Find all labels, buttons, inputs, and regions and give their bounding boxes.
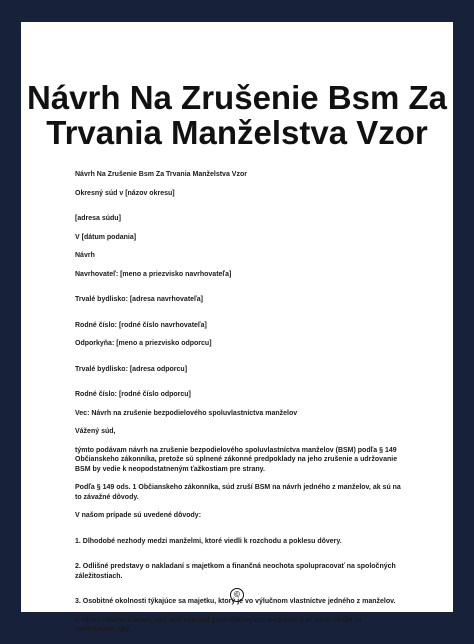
document-paragraph: Odporkyňa: [meno a priezvisko odporcu] bbox=[75, 340, 212, 347]
document-paragraph: V našom prípade sú uvedené dôvody: bbox=[75, 512, 202, 519]
document-paragraph: týmto podávam návrh na zrušenie bezpodielového spoluvlastníctva manželov (BSM) podľa § 149 Občianskeho zákonníka, pretože sú splnené zákonné predpoklady na jeho zrušenie a udržovanie BSM by vedie k neopodstatneným ťažkostiam pre strany. bbox=[75, 446, 398, 473]
paragraph-spacer bbox=[75, 207, 403, 214]
document-paragraph: Vážený súd, bbox=[75, 428, 116, 435]
document-paragraph: Trvalé bydlisko: [adresa odporcu] bbox=[75, 365, 188, 373]
paragraph-spacer bbox=[75, 314, 403, 321]
title-line-1: Návrh Na Zrušenie Bsm Za bbox=[27, 79, 447, 116]
document-paragraph: Podľa § 149 ods. 1 Občianskeho zákonníka, súd zruší BSM na návrh jedného z manželov, ak sú na to závažné dôvody. bbox=[75, 484, 401, 501]
document-paragraph: 2. Odlišné predstavy o nakladaní s majetkom a finančná neochota spolupracovať na spoločných záležitostiach. bbox=[75, 563, 396, 580]
document-body bbox=[75, 170, 403, 644]
document-paragraph: Rodné číslo: [rodné číslo odporcu] bbox=[75, 391, 191, 398]
document-paragraph: V rámci návrhu žiadam, aby súd vykonal predchádzajúcu mediáciu a ak sa to ukáže za neefektívne, aby bbox=[75, 616, 362, 633]
document-page bbox=[21, 22, 453, 633]
paragraph-spacer bbox=[75, 383, 403, 390]
document-paragraph: Trvalé bydlisko: [adresa navrhovateľa] bbox=[75, 296, 203, 303]
paragraph-spacer bbox=[75, 288, 403, 295]
document-paragraph: Vec: Návrh na zrušenie bezpodielového spoluvlastníctva manželov bbox=[75, 409, 298, 417]
copyright-icon: © bbox=[230, 588, 244, 602]
document-title bbox=[21, 80, 453, 150]
document-paragraph: 3. Osobitné okolnosti týkajúce sa majetku, ktorý je vo výlučnom vlastníctve jedného z manželov. bbox=[75, 598, 396, 605]
document-paragraph: Rodné číslo: [rodné číslo navrhovateľa] bbox=[75, 321, 207, 329]
document-paragraph: Návrh bbox=[75, 252, 95, 259]
paragraph-spacer bbox=[75, 358, 403, 365]
document-paragraph: 1. Dlhodobé nezhody medzi manželmi, ktoré viedli k rozchodu a poklesu dôvery. bbox=[75, 537, 342, 545]
document-paragraph: Okresný súd v [názov okresu] bbox=[75, 189, 175, 197]
document-paragraph: Navrhovateľ: [meno a priezvisko navrhovateľa] bbox=[75, 270, 232, 278]
document-paragraph: Návrh Na Zrušenie Bsm Za Trvania Manželstva Vzor bbox=[75, 171, 247, 178]
document-paragraph: V [dátum podania] bbox=[75, 233, 137, 241]
paragraph-spacer bbox=[75, 555, 403, 562]
title-line-2: Trvania Manželstva Vzor bbox=[46, 114, 428, 151]
document-paragraph: [adresa súdu] bbox=[75, 215, 121, 222]
paragraph-spacer bbox=[75, 530, 403, 537]
